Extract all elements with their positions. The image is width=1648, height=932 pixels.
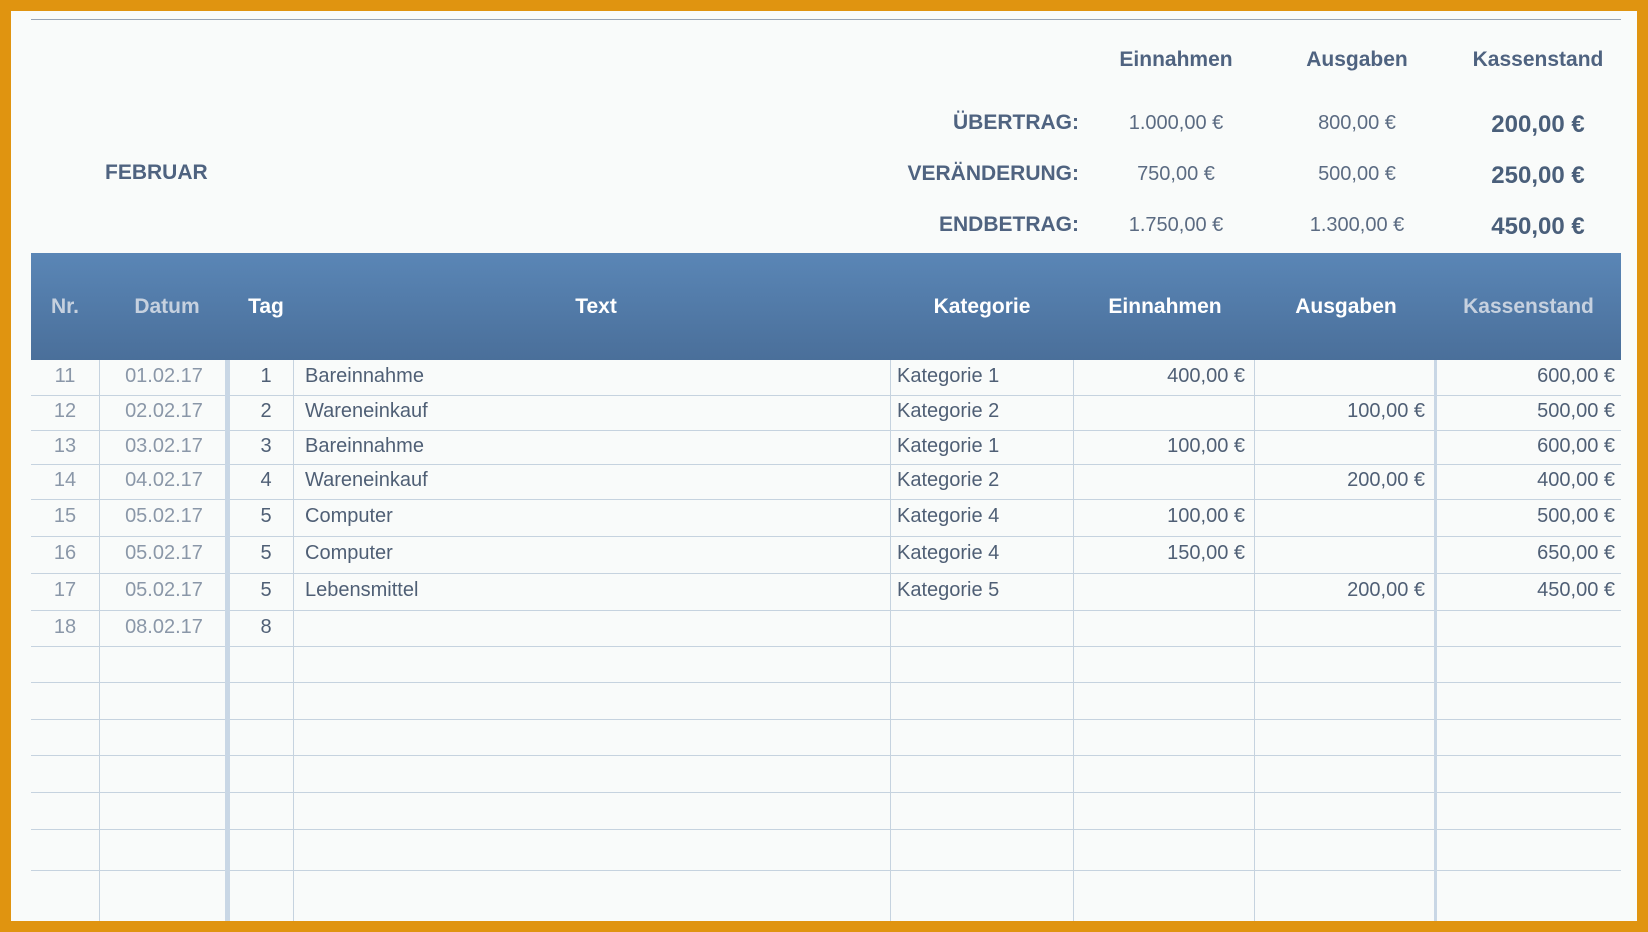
datum-cell[interactable]	[99, 646, 229, 682]
datum-cell[interactable]: 05.02.17	[125, 542, 203, 564]
kassenstand-cell[interactable]	[1441, 755, 1615, 792]
nr-cell[interactable]	[31, 792, 99, 829]
einnahmen-cell[interactable]: 150,00 €	[1167, 542, 1245, 564]
text-cell[interactable]	[305, 829, 885, 870]
text-cell[interactable]	[305, 610, 885, 646]
summary-balance-cell[interactable]: 200,00 €	[1491, 111, 1585, 138]
kategorie-cell[interactable]: Kategorie 2	[897, 400, 1000, 422]
text-cell[interactable]	[305, 719, 885, 755]
einnahmen-cell[interactable]: 400,00 €	[1167, 365, 1245, 387]
tag-cell[interactable]	[235, 682, 297, 719]
kassenstand-cell[interactable]: 500,00 €	[1537, 400, 1615, 422]
column-header-datum[interactable]: Datum	[134, 295, 200, 318]
einnahmen-cell[interactable]	[1079, 829, 1245, 870]
kassenstand-cell[interactable]: 400,00 €	[1537, 469, 1615, 491]
table-row[interactable]	[31, 430, 1621, 465]
kassenstand-cell[interactable]: 600,00 €	[1537, 435, 1615, 457]
ausgaben-cell[interactable]	[1259, 536, 1425, 573]
kassenstand-cell[interactable]	[1441, 792, 1615, 829]
tag-cell[interactable]	[235, 829, 297, 870]
nr-cell[interactable]: 11	[54, 365, 76, 387]
kategorie-cell[interactable]: Kategorie 2	[897, 469, 1000, 491]
kategorie-cell[interactable]	[897, 646, 1071, 682]
nr-cell[interactable]: 17	[53, 579, 77, 601]
datum-cell[interactable]	[99, 792, 229, 829]
ausgaben-cell[interactable]: 200,00 €	[1347, 469, 1425, 491]
tag-cell[interactable]: 2	[260, 400, 272, 422]
kassenstand-cell[interactable]	[1441, 719, 1615, 755]
text-cell[interactable]: Bareinnahme	[305, 435, 424, 457]
einnahmen-cell[interactable]: 100,00 €	[1167, 505, 1245, 527]
tag-cell[interactable]: 1	[260, 365, 272, 387]
kategorie-cell[interactable]	[897, 719, 1071, 755]
nr-cell[interactable]: 12	[53, 400, 77, 422]
top-divider	[31, 19, 1621, 20]
ausgaben-cell[interactable]	[1259, 792, 1425, 829]
kategorie-cell[interactable]	[897, 682, 1071, 719]
summary-income-cell[interactable]: 750,00 €	[1137, 163, 1215, 185]
table-row[interactable]	[31, 395, 1621, 431]
nr-cell[interactable]: 18	[53, 616, 77, 638]
tag-cell[interactable]: 5	[260, 579, 272, 601]
column-header-kategorie[interactable]: Kategorie	[933, 295, 1031, 318]
ausgaben-cell[interactable]	[1259, 430, 1425, 464]
column-header-kassenstand[interactable]: Kassenstand	[1463, 295, 1594, 318]
table-row[interactable]	[31, 610, 1621, 647]
month-label: FEBRUAR	[105, 161, 208, 184]
kassenstand-cell[interactable]	[1441, 610, 1615, 646]
kassenstand-cell[interactable]: 600,00 €	[1537, 365, 1615, 387]
ausgaben-cell[interactable]	[1259, 499, 1425, 536]
column-divider	[1073, 360, 1074, 921]
tag-cell[interactable]: 4	[260, 469, 272, 491]
nr-cell[interactable]	[31, 682, 99, 719]
summary-expense-cell[interactable]: 1.300,00 €	[1309, 214, 1405, 236]
text-cell[interactable]: Wareneinkauf	[305, 469, 428, 491]
kategorie-cell[interactable]	[897, 792, 1071, 829]
einnahmen-cell[interactable]	[1079, 464, 1245, 499]
nr-cell[interactable]	[31, 719, 99, 755]
datum-cell[interactable]: 05.02.17	[125, 579, 203, 601]
einnahmen-cell[interactable]	[1079, 573, 1245, 610]
nr-cell[interactable]	[31, 646, 99, 682]
text-cell[interactable]: Lebensmittel	[305, 579, 419, 601]
tag-cell[interactable]: 5	[260, 542, 272, 564]
column-header-tag[interactable]: Tag	[248, 295, 284, 318]
column-header-text[interactable]: Text	[575, 295, 617, 318]
column-divider	[99, 360, 100, 921]
ausgaben-cell[interactable]	[1259, 755, 1425, 792]
column-divider	[293, 360, 294, 921]
nr-cell[interactable]: 16	[53, 542, 77, 564]
ausgaben-cell[interactable]	[1259, 360, 1425, 395]
einnahmen-cell[interactable]	[1079, 755, 1245, 792]
kategorie-cell[interactable]	[897, 829, 1071, 870]
text-cell[interactable]: Computer	[305, 542, 393, 564]
datum-cell[interactable]	[99, 829, 229, 870]
datum-cell[interactable]	[99, 682, 229, 719]
summary-header-income: Einnahmen	[1119, 48, 1233, 71]
summary-label: VERÄNDERUNG:	[907, 162, 1079, 185]
text-cell[interactable]	[305, 755, 885, 792]
datum-cell[interactable]: 03.02.17	[125, 435, 203, 457]
text-cell[interactable]: Wareneinkauf	[305, 400, 428, 422]
tag-cell[interactable]: 8	[260, 616, 272, 638]
nr-cell[interactable]	[31, 829, 99, 870]
datum-cell[interactable]	[99, 755, 229, 792]
datum-cell[interactable]: 08.02.17	[125, 616, 203, 638]
text-cell[interactable]	[305, 646, 885, 682]
tag-cell[interactable]: 3	[260, 435, 272, 457]
table-row[interactable]	[31, 682, 1621, 720]
kategorie-cell[interactable]	[897, 755, 1071, 792]
column-header-einnahmen[interactable]: Einnahmen	[1108, 295, 1222, 318]
summary-income-cell[interactable]: 1.000,00 €	[1128, 112, 1224, 134]
datum-cell[interactable]: 01.02.17	[125, 365, 203, 387]
kassenstand-cell[interactable]: 500,00 €	[1537, 505, 1615, 527]
kategorie-cell[interactable]: Kategorie 5	[897, 579, 1000, 601]
einnahmen-cell[interactable]: 100,00 €	[1167, 435, 1245, 457]
table-body	[31, 360, 1621, 921]
table-row[interactable]	[31, 829, 1621, 871]
summary-expense-cell[interactable]: 800,00 €	[1318, 112, 1396, 134]
ausgaben-cell[interactable]	[1259, 829, 1425, 870]
summary-balance-cell[interactable]: 450,00 €	[1491, 213, 1585, 240]
text-cell[interactable]	[305, 682, 885, 719]
kassenstand-cell[interactable]: 650,00 €	[1537, 542, 1615, 564]
einnahmen-cell[interactable]	[1079, 719, 1245, 755]
datum-cell[interactable]: 04.02.17	[125, 469, 203, 491]
kategorie-cell[interactable]: Kategorie 4	[897, 542, 1000, 564]
einnahmen-cell[interactable]	[1079, 792, 1245, 829]
ausgaben-cell[interactable]	[1259, 610, 1425, 646]
table-row[interactable]	[31, 755, 1621, 793]
table-row[interactable]	[31, 360, 1621, 396]
summary-expense-cell[interactable]: 500,00 €	[1318, 163, 1396, 185]
summary-balance-cell[interactable]: 250,00 €	[1491, 162, 1585, 189]
kassenstand-cell[interactable]: 450,00 €	[1537, 579, 1615, 601]
einnahmen-cell[interactable]	[1079, 682, 1245, 719]
nr-cell[interactable]	[31, 755, 99, 792]
table-row[interactable]	[31, 464, 1621, 500]
summary-header-balance: Kassenstand	[1472, 48, 1604, 71]
column-divider-thick	[1434, 360, 1437, 921]
kategorie-cell[interactable]: Kategorie 4	[897, 505, 1000, 527]
summary-label: ENDBETRAG:	[939, 213, 1079, 236]
kategorie-cell[interactable]: Kategorie 1	[897, 365, 1000, 387]
table-header	[31, 253, 1621, 360]
ausgaben-cell[interactable]: 200,00 €	[1347, 579, 1425, 601]
datum-cell[interactable]: 02.02.17	[125, 400, 203, 422]
column-divider-thick	[225, 360, 230, 921]
nr-cell[interactable]: 13	[53, 435, 77, 457]
table-row[interactable]	[31, 536, 1621, 574]
table-row[interactable]	[31, 719, 1621, 756]
kassenstand-cell[interactable]	[1441, 829, 1615, 870]
ausgaben-cell[interactable]	[1259, 646, 1425, 682]
tag-cell[interactable]	[235, 792, 297, 829]
ausgaben-cell[interactable]	[1259, 682, 1425, 719]
nr-cell[interactable]: 15	[53, 505, 77, 527]
table-row[interactable]	[31, 792, 1621, 830]
ausgaben-cell[interactable]	[1259, 719, 1425, 755]
datum-cell[interactable]: 05.02.17	[125, 505, 203, 527]
kassenstand-cell[interactable]	[1441, 682, 1615, 719]
tag-cell[interactable]: 5	[260, 505, 272, 527]
einnahmen-cell[interactable]	[1079, 610, 1245, 646]
nr-cell[interactable]: 14	[53, 469, 77, 491]
text-cell[interactable]: Bareinnahme	[305, 365, 424, 387]
spreadsheet-sheet	[11, 11, 1637, 921]
table-row[interactable]	[31, 499, 1621, 537]
ausgaben-cell[interactable]: 100,00 €	[1347, 400, 1425, 422]
kategorie-cell[interactable]	[897, 610, 1071, 646]
column-divider	[890, 360, 891, 921]
einnahmen-cell[interactable]	[1079, 395, 1245, 430]
column-divider	[1254, 360, 1255, 921]
kategorie-cell[interactable]: Kategorie 1	[897, 435, 1000, 457]
summary-header-expense: Ausgaben	[1306, 48, 1408, 71]
table-row[interactable]	[31, 573, 1621, 611]
datum-cell[interactable]	[99, 719, 229, 755]
tag-cell[interactable]	[235, 646, 297, 682]
table-row[interactable]	[31, 646, 1621, 683]
tag-cell[interactable]	[235, 755, 297, 792]
text-cell[interactable]: Computer	[305, 505, 393, 527]
summary-income-cell[interactable]: 1.750,00 €	[1128, 214, 1224, 236]
tag-cell[interactable]	[235, 719, 297, 755]
summary-label: ÜBERTRAG:	[953, 111, 1079, 134]
text-cell[interactable]	[305, 792, 885, 829]
column-header-ausgaben[interactable]: Ausgaben	[1295, 295, 1397, 318]
column-header-nr[interactable]: Nr.	[50, 295, 79, 318]
kassenstand-cell[interactable]	[1441, 646, 1615, 682]
einnahmen-cell[interactable]	[1079, 646, 1245, 682]
